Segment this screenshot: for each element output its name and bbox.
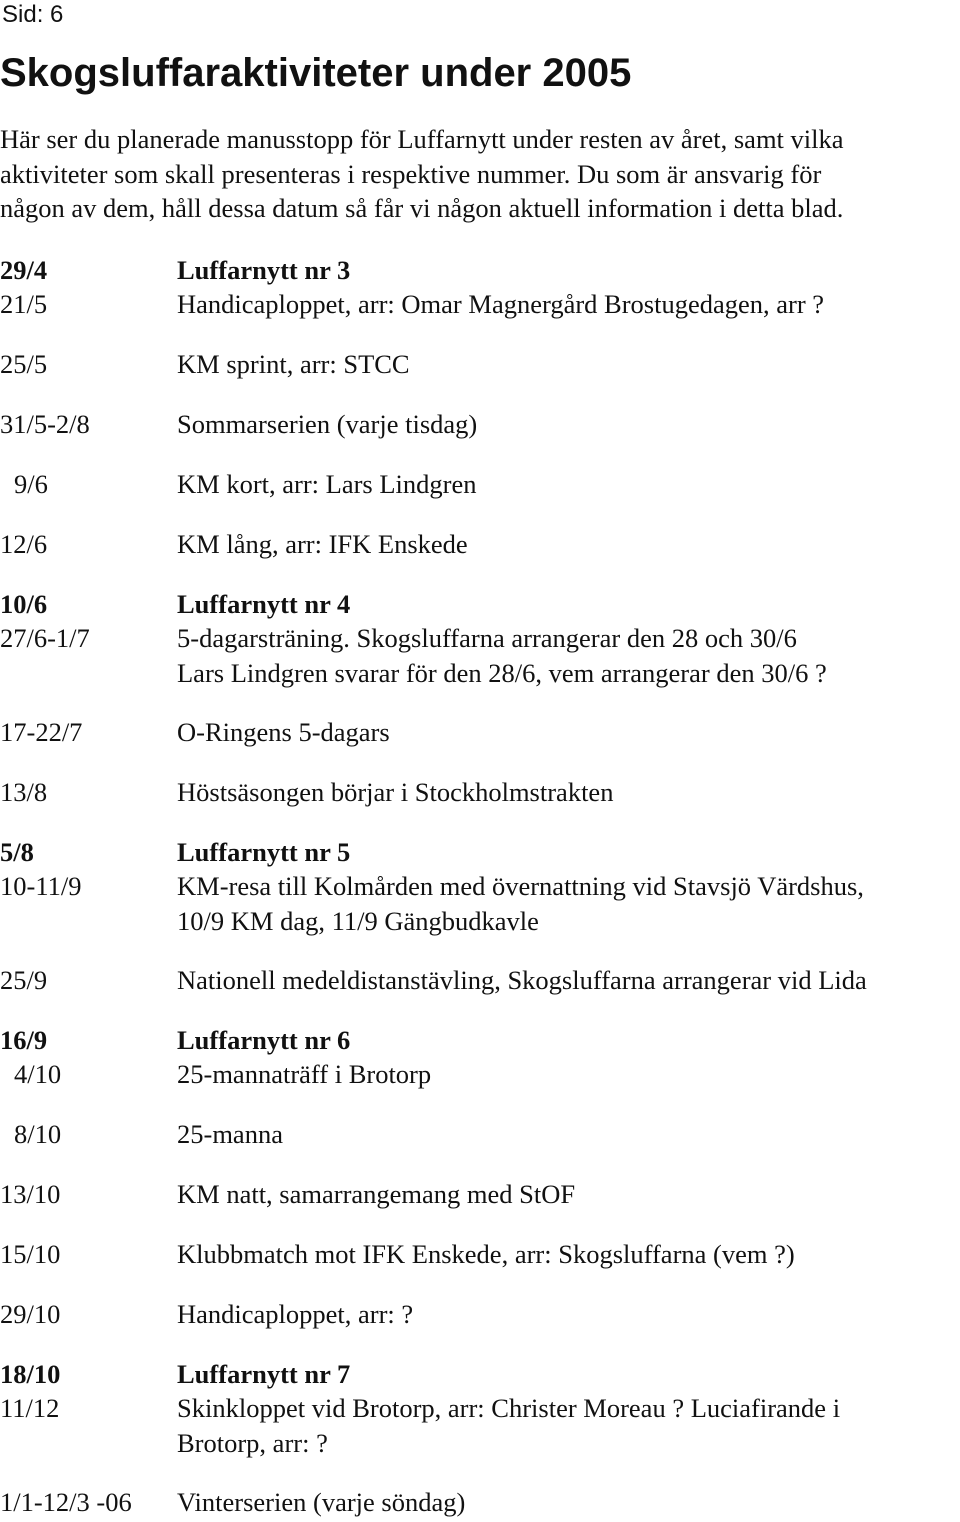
schedule-date: 15/10	[0, 1239, 61, 1269]
description-line: Lars Lindgren svarar för den 28/6, vem arrangerar den 30/6 ?	[177, 657, 827, 688]
schedule-date: 9/6	[14, 469, 48, 499]
schedule-date: 10/6	[0, 589, 48, 619]
intro-paragraph	[0, 122, 958, 226]
description-line: KM kort, arr: Lars Lindgren	[177, 469, 477, 499]
description-line: Handicaploppet, arr: ?	[177, 1299, 414, 1329]
description-line: Luffarnytt nr 6	[177, 1025, 351, 1055]
description-line: KM natt, samarrangemang med StOF	[177, 1179, 576, 1209]
schedule-date: 16/9	[0, 1025, 48, 1055]
schedule-description	[177, 715, 390, 750]
schedule-description	[177, 287, 824, 322]
schedule-description	[177, 835, 350, 870]
description-line: Luffarnytt nr 5	[177, 837, 351, 867]
schedule-date: 27/6-1/7	[0, 623, 90, 653]
page-number: Sid: 6	[2, 1, 64, 28]
schedule-date: 5/8	[0, 837, 34, 867]
schedule-date: 21/5	[0, 289, 48, 319]
schedule-description	[177, 407, 477, 442]
schedule-description	[177, 253, 350, 288]
schedule-description	[177, 963, 867, 998]
description-line: Brotorp, arr: ?	[177, 1427, 328, 1458]
schedule-description	[177, 1023, 350, 1058]
schedule-description	[177, 1297, 413, 1332]
schedule-date: 29/4	[0, 255, 48, 285]
description-line: KM sprint, arr: STCC	[177, 349, 410, 379]
schedule-description	[177, 527, 468, 562]
schedule-date: 25/5	[0, 349, 48, 379]
schedule-description	[177, 1357, 350, 1392]
schedule-date: 10-11/9	[0, 871, 82, 901]
intro-line: någon av dem, håll dessa datum så får vi någon aktuell information i detta blad.	[0, 193, 844, 223]
intro-line: aktiviteter som skall presenteras i respektive nummer. Du som är ansvarig för	[0, 158, 822, 189]
schedule-date: 13/10	[0, 1179, 61, 1209]
schedule-date: 11/12	[0, 1393, 60, 1423]
schedule-date: 8/10	[14, 1119, 62, 1149]
description-line: 5-dagarsträning. Skogsluffarna arrangerar den 28 och 30/6	[177, 623, 797, 653]
page-title: Skogsluffaraktiviteter under 2005	[0, 51, 632, 95]
description-line: KM-resa till Kolmården med övernattning vid Stavsjö Värdshus,	[177, 871, 864, 901]
schedule-description	[177, 1057, 431, 1092]
schedule-description	[177, 1177, 575, 1212]
description-line: Luffarnytt nr 7	[177, 1359, 351, 1389]
intro-line: Här ser du planerade manusstopp för Luffarnytt under resten av året, samt vilka	[0, 124, 844, 154]
schedule-date: 4/10	[14, 1059, 62, 1089]
description-line: 25-manna	[177, 1119, 283, 1149]
description-line: Handicaploppet, arr: Omar Magnergård Brostugedagen, arr ?	[177, 289, 825, 319]
schedule-description	[177, 467, 477, 502]
schedule-date: 13/8	[0, 777, 48, 807]
description-line: Sommarserien (varje tisdag)	[177, 409, 478, 439]
schedule-description	[177, 1237, 795, 1272]
schedule-date: 12/6	[0, 529, 48, 559]
schedule-description	[177, 1391, 840, 1460]
schedule-date: 18/10	[0, 1359, 61, 1389]
schedule-description	[177, 1485, 465, 1520]
description-line: Luffarnytt nr 3	[177, 255, 351, 285]
schedule-date: 31/5-2/8	[0, 409, 90, 439]
schedule-description	[177, 621, 827, 690]
schedule-description	[177, 347, 410, 382]
schedule-date: 17-22/7	[0, 717, 83, 747]
schedule-date: 25/9	[0, 965, 48, 995]
description-line: 25-mannaträff i Brotorp	[177, 1059, 432, 1089]
schedule-description	[177, 587, 350, 622]
schedule-date: 29/10	[0, 1299, 61, 1329]
description-line: KM lång, arr: IFK Enskede	[177, 529, 468, 559]
description-line: 10/9 KM dag, 11/9 Gängbudkavle	[177, 905, 539, 936]
description-line: Höstsäsongen börjar i Stockholmstrakten	[177, 777, 614, 807]
description-line: Skinkloppet vid Brotorp, arr: Christer Moreau ? Luciafirande i	[177, 1393, 841, 1423]
schedule-date: 1/1-12/3 -06	[0, 1487, 132, 1517]
schedule-description	[177, 775, 613, 810]
description-line: O-Ringens 5-dagars	[177, 717, 390, 747]
schedule-description	[177, 869, 864, 938]
schedule-description	[177, 1117, 283, 1152]
description-line: Vinterserien (varje söndag)	[177, 1487, 466, 1517]
description-line: Luffarnytt nr 4	[177, 589, 351, 619]
description-line: Nationell medeldistanstävling, Skogsluffarna arrangerar vid Lida	[177, 965, 867, 995]
description-line: Klubbmatch mot IFK Enskede, arr: Skogsluffarna (vem ?)	[177, 1239, 795, 1269]
